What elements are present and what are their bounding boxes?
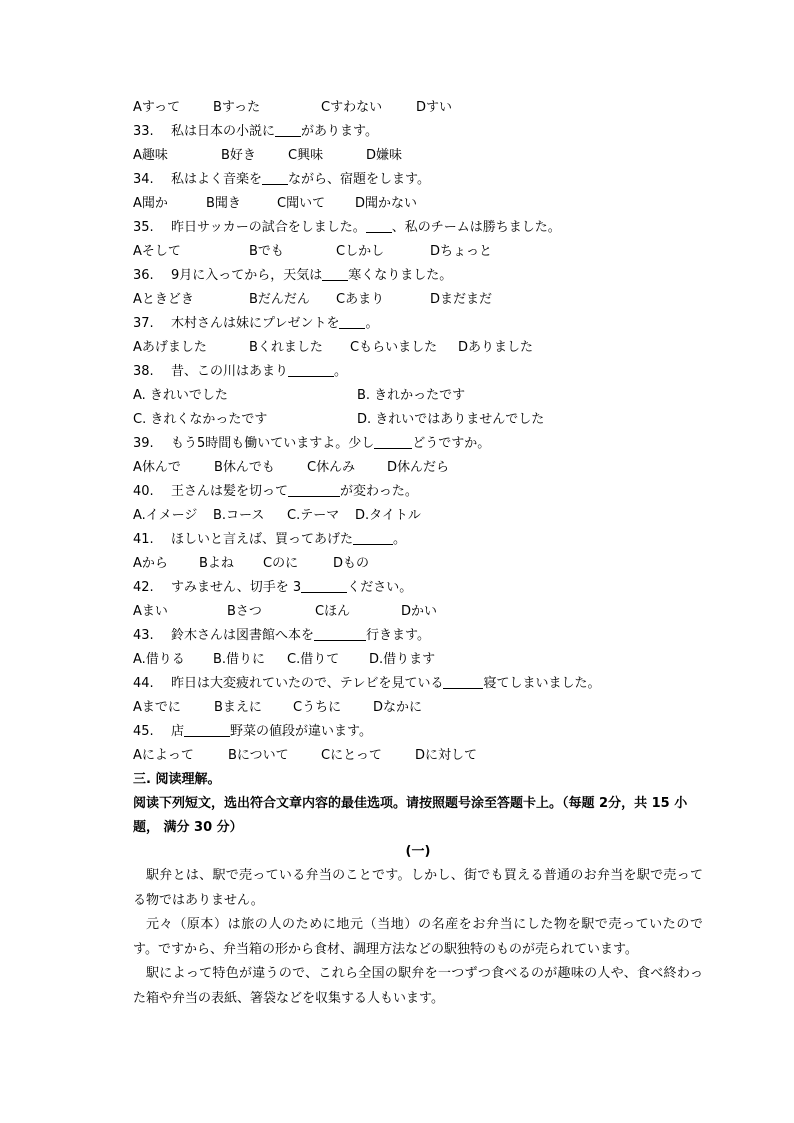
option-c: C. きれくなかったです xyxy=(133,412,268,427)
section-heading: 三. 阅读理解。 xyxy=(133,772,221,787)
exam-page xyxy=(133,96,703,1011)
question-34 xyxy=(133,168,703,192)
option-c: Cのに xyxy=(263,556,299,571)
section-instructions: 阅读下列短文，选出符合文章内容的最佳选项。请按照题号涂至答题卡上。（每题 2分，共 15 小题， 满分 30 分） xyxy=(133,796,688,835)
question-text-post: 。 xyxy=(365,316,379,331)
question-text-pre: 昔、この川はあまり xyxy=(171,364,289,379)
question-number: 41. xyxy=(133,532,154,547)
question-36 xyxy=(133,264,703,288)
question-text-post: が変わった。 xyxy=(340,484,418,499)
option-d: Dかい xyxy=(401,604,438,619)
question-number: 34. xyxy=(133,172,154,187)
option-b: B好き xyxy=(221,148,256,163)
question-40-options xyxy=(133,504,703,528)
option-d: Dすい xyxy=(416,100,453,115)
question-text-post: 野菜の値段が違います。 xyxy=(230,724,372,739)
option-c: Cほん xyxy=(315,604,351,619)
question-42 xyxy=(133,576,703,600)
question-text-pre: 木村さんは妹にプレゼントを xyxy=(171,316,340,331)
option-d: D.借ります xyxy=(369,652,436,667)
answer-blank xyxy=(288,481,340,497)
question-text-pre: ほしいと言えば、買ってあげた xyxy=(171,532,354,547)
option-c: Cもらいました xyxy=(350,340,438,355)
question-text-pre: 私は日本の小説に xyxy=(171,124,276,139)
option-c: C.テーマ xyxy=(287,508,340,523)
option-c: Cしかし xyxy=(336,244,385,259)
question-45 xyxy=(133,720,703,744)
option-d: D聞かない xyxy=(355,196,418,211)
question-41 xyxy=(133,528,703,552)
question-44 xyxy=(133,672,703,696)
question-text-post: ながら、宿題をします。 xyxy=(288,172,430,187)
answer-blank xyxy=(443,673,483,689)
option-b: B聞き xyxy=(206,196,241,211)
option-d: Dまだまだ xyxy=(430,292,493,307)
option-a: A.イメージ xyxy=(133,508,198,523)
question-number: 42. xyxy=(133,580,154,595)
option-c: C興味 xyxy=(288,148,324,163)
question-text-post: があります。 xyxy=(301,124,378,139)
option-a: A趣味 xyxy=(133,148,168,163)
question-text-post: 寒くなりました。 xyxy=(348,268,453,283)
option-d: Dありました xyxy=(458,340,534,355)
question-text-post: 行きます。 xyxy=(366,628,430,643)
question-38-options-row1 xyxy=(133,384,703,408)
option-c: Cあまり xyxy=(336,292,385,307)
question-number: 37. xyxy=(133,316,154,331)
question-33-options xyxy=(133,144,703,168)
question-text-post: 。 xyxy=(334,364,348,379)
passage-paragraph: 元々（原本）は旅の人のために地元（当地）の名産をお弁当にした物を駅で売っていたのです。ですから、弁当箱の形から食材、調理方法などの駅独特のものが売られています。 xyxy=(133,917,703,957)
option-a: Aあげました xyxy=(133,340,207,355)
option-b: Bくれました xyxy=(249,340,323,355)
option-b: Bでも xyxy=(249,244,284,259)
question-39 xyxy=(133,432,703,456)
option-a: A聞か xyxy=(133,196,168,211)
option-d: D嫌味 xyxy=(366,148,403,163)
answer-blank xyxy=(184,721,230,737)
question-36-options xyxy=(133,288,703,312)
option-c: C聞いて xyxy=(277,196,326,211)
question-39-options xyxy=(133,456,703,480)
option-b: Bだんだん xyxy=(249,292,310,307)
answer-blank xyxy=(275,121,301,137)
question-text-pre: 私はよく音楽を xyxy=(171,172,263,187)
question-45-options xyxy=(133,744,703,768)
option-d: D休んだら xyxy=(387,460,450,475)
question-38 xyxy=(133,360,703,384)
question-text-post: 寝てしまいました。 xyxy=(483,676,601,691)
option-b: B. きれかったです xyxy=(357,388,466,403)
option-a: A.借りる xyxy=(133,652,185,667)
option-a: A休んで xyxy=(133,460,181,475)
question-number: 35. xyxy=(133,220,154,235)
question-number: 33. xyxy=(133,124,154,139)
option-a: Aによって xyxy=(133,748,194,763)
question-text-post: ください。 xyxy=(347,580,413,595)
option-c: C.借りて xyxy=(287,652,340,667)
option-d: D. きれいではありませんでした xyxy=(357,412,545,427)
question-number: 44. xyxy=(133,676,154,691)
question-text-post: どうですか。 xyxy=(412,436,491,451)
question-text-pre: 鈴木さんは図書館へ本を xyxy=(171,628,315,643)
question-number: 38. xyxy=(133,364,154,379)
question-text-pre: 昨日サッカーの試合をしました。 xyxy=(171,220,366,235)
question-41-options xyxy=(133,552,703,576)
option-b: Bすった xyxy=(213,100,261,115)
option-a: Aから xyxy=(133,556,168,571)
option-d: Dもの xyxy=(333,556,370,571)
option-d: Dに対して xyxy=(415,748,478,763)
option-b: Bさつ xyxy=(227,604,262,619)
question-number: 36. xyxy=(133,268,154,283)
question-35-options xyxy=(133,240,703,264)
question-37-options xyxy=(133,336,703,360)
question-text-pre: 店 xyxy=(171,724,185,739)
option-a: Aすって xyxy=(133,100,181,115)
option-d: Dちょっと xyxy=(430,244,493,259)
question-number: 45. xyxy=(133,724,154,739)
question-42-options xyxy=(133,600,703,624)
passage-title: (一) xyxy=(405,844,431,859)
option-b: B休んでも xyxy=(214,460,275,475)
option-c: Cすわない xyxy=(321,100,383,115)
option-d: Dなかに xyxy=(373,700,423,715)
question-text-pre: もう5時間も働いていますよ。少し xyxy=(171,436,375,451)
question-text-post: 、私のチームは勝ちました。 xyxy=(391,220,561,235)
question-44-options xyxy=(133,696,703,720)
option-a: Aそして xyxy=(133,244,181,259)
answer-blank xyxy=(322,265,348,281)
q32-options xyxy=(133,96,703,120)
passage-paragraph: 駅によって特色が違うので、これら全国の駅弁を一つずつ食べるのが趣味の人や、食べ終わった箱や弁当の表紙、箸袋などを収集する人もいます。 xyxy=(133,966,703,1006)
answer-blank xyxy=(301,577,347,593)
question-35 xyxy=(133,216,703,240)
question-text-post: 。 xyxy=(393,532,407,547)
option-b: Bよね xyxy=(199,556,234,571)
question-text-pre: すみません、切手を 3 xyxy=(171,580,302,595)
question-number: 40. xyxy=(133,484,154,499)
option-b: B.借りに xyxy=(213,652,266,667)
answer-blank xyxy=(314,625,366,641)
question-number: 43. xyxy=(133,628,154,643)
option-c: Cうちに xyxy=(293,700,342,715)
option-a: A. きれいでした xyxy=(133,388,228,403)
option-b: Bまえに xyxy=(214,700,262,715)
question-text-pre: 昨日は大変疲れていたので、テレビを見ている xyxy=(171,676,444,691)
question-34-options xyxy=(133,192,703,216)
option-a: Aまい xyxy=(133,604,168,619)
option-b: B.コース xyxy=(213,508,265,523)
answer-blank xyxy=(262,169,288,185)
option-d: D.タイトル xyxy=(355,508,421,523)
option-c: Cにとって xyxy=(321,748,382,763)
answer-blank xyxy=(353,529,393,545)
option-a: Aときどき xyxy=(133,292,194,307)
question-37 xyxy=(133,312,703,336)
question-43-options xyxy=(133,648,703,672)
answer-blank xyxy=(288,361,334,377)
question-text-pre: 王さんは髪を切って xyxy=(171,484,289,499)
option-b: Bについて xyxy=(228,748,289,763)
question-40 xyxy=(133,480,703,504)
question-number: 39. xyxy=(133,436,154,451)
answer-blank xyxy=(366,217,392,233)
question-text-pre: 9月に入ってから，天気は xyxy=(171,268,323,283)
question-38-options-row2 xyxy=(133,408,703,432)
question-33 xyxy=(133,120,703,144)
option-a: Aまでに xyxy=(133,700,181,715)
option-c: C休んみ xyxy=(307,460,356,475)
passage-paragraph: 駅弁とは、駅で売っている弁当のことです。しかし、街でも買える普通のお弁当を駅で売ってる物ではありません。 xyxy=(133,868,703,908)
question-43 xyxy=(133,624,703,648)
answer-blank xyxy=(339,313,365,329)
answer-blank xyxy=(374,433,412,449)
